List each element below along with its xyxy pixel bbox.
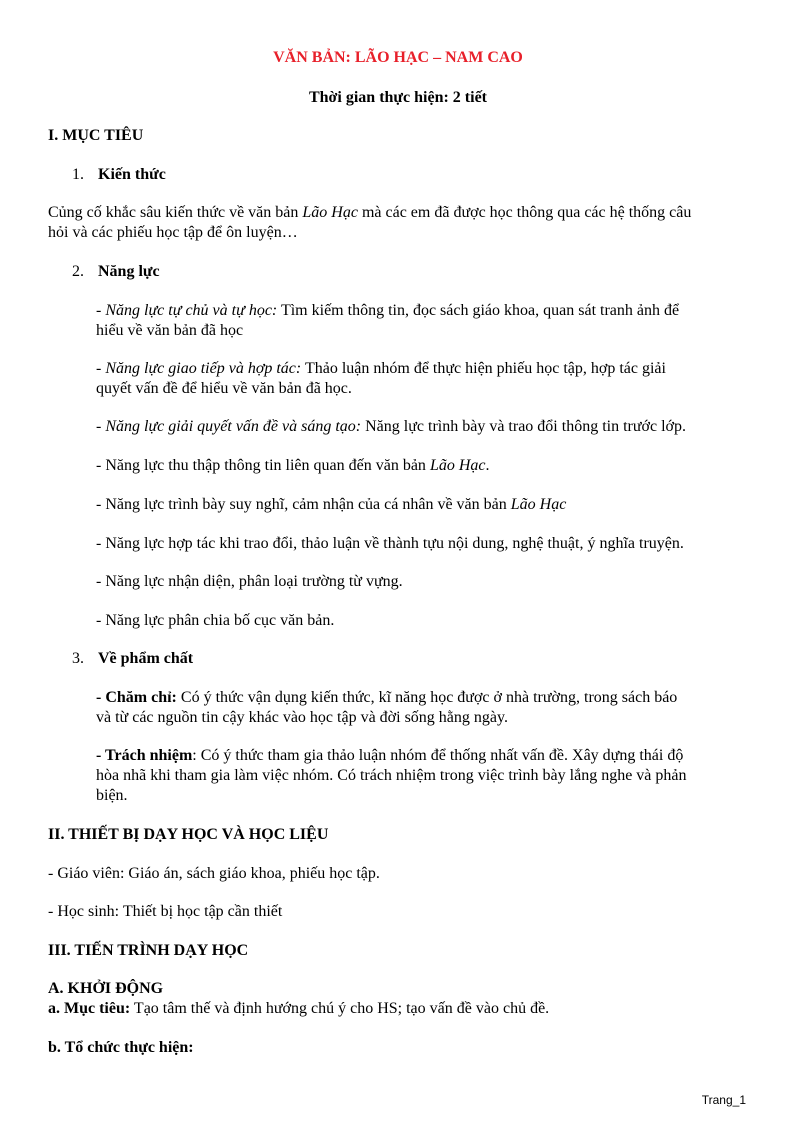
competence-8: - Năng lực phân chia bố cục văn bản. <box>96 612 335 629</box>
competence-1-line1: - Năng lực tự chủ và tự học: Tìm kiếm thông tin, đọc sách giáo khoa, quan sát tranh ảnh để <box>96 302 680 319</box>
warmup-organization: b. Tổ chức thực hiện: <box>48 1039 194 1056</box>
section-2-heading: II. THIẾT BỊ DẠY HỌC VÀ HỌC LIỆU <box>48 826 329 843</box>
quality-1-line1: - Chăm chỉ: Có ý thức vận dụng kiến thức, kĩ năng học được ở nhà trường, trong sách báo <box>96 689 678 706</box>
competence-4: - Năng lực thu thập thông tin liên quan đến văn bản Lão Hạc. <box>96 457 490 474</box>
list-number: 3. <box>72 650 84 667</box>
list-number: 1. <box>72 166 84 183</box>
list-item-qualities <box>72 649 193 669</box>
competence-2-line2: quyết vấn đề để hiểu về văn bản đã học. <box>96 380 352 397</box>
list-label: Năng lực <box>98 263 160 280</box>
teacher-materials: - Giáo viên: Giáo án, sách giáo khoa, phiếu học tập. <box>48 865 380 882</box>
quality-1-line2: và từ các nguồn tin cậy khác vào học tập và đời sống hằng ngày. <box>96 709 508 726</box>
competence-3: - Năng lực giải quyết vấn đề và sáng tạo: Năng lực trình bày và trao đổi thông tin trước lớp. <box>96 418 686 435</box>
quality-2-line1: - Trách nhiệm: Có ý thức tham gia thảo luận nhóm để thống nhất vấn đề. Xây dựng thái độ <box>96 747 684 764</box>
quality-2-line3: biện. <box>96 787 128 804</box>
list-label: Về phẩm chất <box>98 650 194 667</box>
knowledge-paragraph-line2: hỏi và các phiếu học tập để ôn luyện… <box>48 224 298 241</box>
competence-7: - Năng lực nhận diện, phân loại trường từ vựng. <box>96 573 403 590</box>
document-title: VĂN BẢN: LÃO HẠC – NAM CAO <box>273 49 523 66</box>
student-materials: - Học sinh: Thiết bị học tập cần thiết <box>48 903 283 920</box>
competence-5: - Năng lực trình bày suy nghĩ, cảm nhận của cá nhân về văn bản Lão Hạc <box>96 496 567 513</box>
list-item-knowledge <box>72 165 166 185</box>
document-subtitle: Thời gian thực hiện: 2 tiết <box>308 89 488 106</box>
warmup-goal: a. Mục tiêu: Tạo tâm thế và định hướng chú ý cho HS; tạo vấn đề vào chủ đề. <box>48 1000 550 1017</box>
warmup-heading: A. KHỞI ĐỘNG <box>48 980 164 997</box>
list-item-competence <box>72 262 160 282</box>
competence-1-line2: hiểu về văn bản đã học <box>96 322 244 339</box>
competence-6: - Năng lực hợp tác khi trao đổi, thảo luận về thành tựu nội dung, nghệ thuật, ý nghĩa truyện. <box>96 535 684 552</box>
section-3-heading: III. TIẾN TRÌNH DẠY HỌC <box>48 942 249 959</box>
list-label: Kiến thức <box>98 166 166 183</box>
list-number: 2. <box>72 263 84 280</box>
knowledge-paragraph-line1: Củng cố khắc sâu kiến thức về văn bản Lão Hạc mà các em đã được học thông qua các hệ thống câu <box>48 204 692 221</box>
competence-2-line1: - Năng lực giao tiếp và hợp tác: Thảo luận nhóm để thực hiện phiếu học tập, hợp tác giải <box>96 360 666 377</box>
section-1-heading: I. MỤC TIÊU <box>48 127 144 144</box>
page-number: Trang_1 <box>701 1093 746 1107</box>
quality-2-line2: hòa nhã khi tham gia làm việc nhóm. Có trách nhiệm trong việc trình bày lắng nghe và phản <box>96 767 687 784</box>
